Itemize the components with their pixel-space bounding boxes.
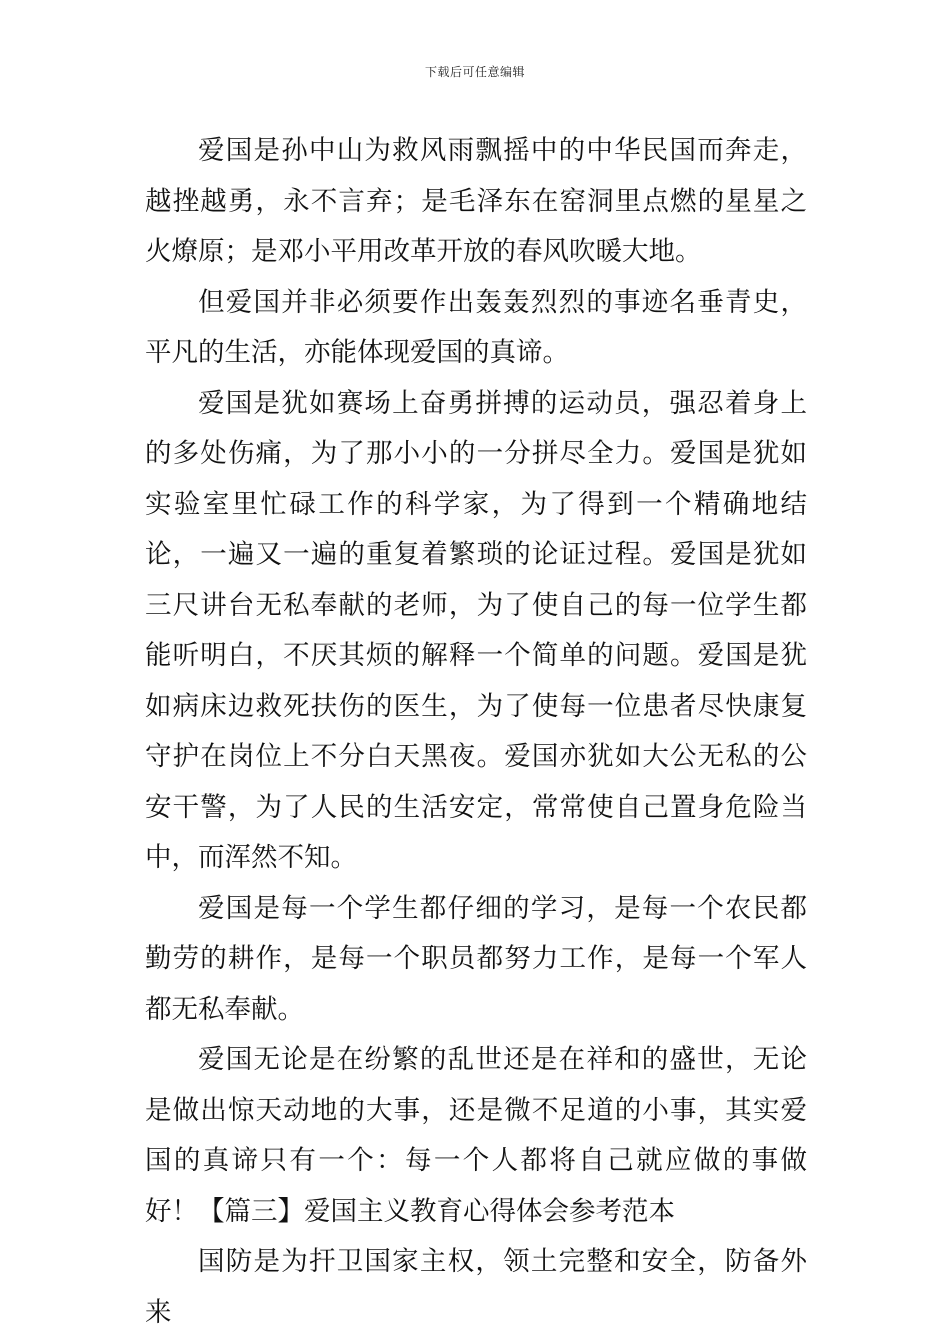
- document-body: [145, 126, 807, 1338]
- paragraph-4: 爱国是每一个学生都仔细的学习，是每一个农民都勤劳的耕作，是每一个职员都努力工作，是每一个军人都无私奉献。: [145, 892, 807, 1025]
- paragraph-3: 爱国是犹如赛场上奋勇拼搏的运动员，强忍着身上的多处伤痛，为了那小小的一分拼尽全力。爱国是犹如实验室里忙碌工作的科学家，为了得到一个精确地结论，一遍又一遍的重复着繁琐的论证过程。爱国是犹如三尺讲台无私奉献的老师，为了使自己的每一位学生都能听明白，不厌其烦的解释一个简单的问题。爱国是犹如病床边救死扶伤的医生，为了使每一位患者尽快康复守护在岗位上不分白天黑夜。爱国亦犹如大公无私的公安干警，为了人民的生活安定，常常使自己置身危险当中，而浑然不知。: [145, 387, 807, 873]
- paragraph-5: 爱国无论是在纷繁的乱世还是在祥和的盛世，无论是做出惊天动地的大事，还是微不足道的小事，其实爱国的真谛只有一个：每一个人都将自己就应做的事做好！【篇三】爱国主义教育心得体会参考范本: [145, 1044, 807, 1227]
- page-header-note: 下载后可任意编辑: [424, 65, 525, 79]
- paragraph-2: 但爱国并非必须要作出轰轰烈烈的事迹名垂青史，平凡的生活，亦能体现爱国的真谛。: [145, 286, 807, 368]
- paragraph-1: 爱国是孙中山为救风雨飘摇中的中华民国而奔走，越挫越勇，永不言弃；是毛泽东在窑洞里点燃的星星之火燎原；是邓小平用改革开放的春风吹暖大地。: [145, 135, 807, 267]
- paragraph-6: 国防是为扞卫国家主权，领土完整和安全，防备外来: [145, 1246, 807, 1328]
